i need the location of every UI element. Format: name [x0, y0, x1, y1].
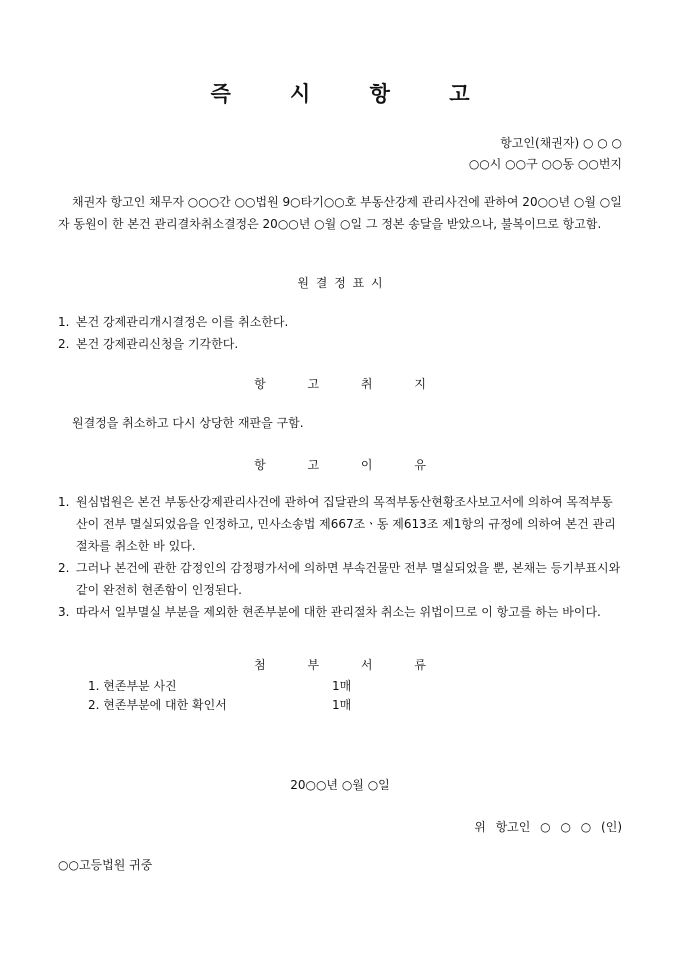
document-title: 즉 시 항 고: [210, 82, 496, 106]
attachment-item: [88, 677, 177, 694]
list-item: 3. 따라서 일부멸실 부분을 제외한 현존부분에 대한 관리절차 취소는 위법이므로 이 항고를 하는 바이다.: [58, 605, 601, 619]
list-item: 1. 원심법원은 본건 부동산강제관리사건에 관하여 집달관의 목적부동산현황조사보고서에 의하여 목적부동산이 전부 멸실되었음을 인정하고, 민사소송법 제667조ㆍ동 제613조 제1항의 규정에 의하여 본건 관리절차를 취소한 바 있다.: [58, 495, 616, 553]
list-item: 2. 그러나 본건에 관한 감정인의 감정평가서에 의하면 부속건물만 전부 멸실되었을 뿐, 본채는 등기부표시와 같이 완전히 현존함이 인정된다.: [58, 561, 621, 597]
attachment-qty: 1매: [332, 679, 352, 693]
document-date: 20○○년 ○월 ○일: [290, 778, 390, 792]
attachment-label: 2. 현존부분에 대한 확인서: [88, 698, 227, 712]
purpose-heading: 항 고 취 지: [254, 377, 426, 391]
reasons-list: [58, 491, 624, 623]
attachment-item: [88, 696, 227, 713]
list-item: 2. 본건 강제관리신청을 기각한다.: [58, 337, 239, 351]
intro-paragraph: 채권자 항고인 채무자 ○○○간 ○○법원 9○타기○○호 부동산강제 관리사건에 관하여 20○○년 ○월 ○일자 동원이 한 본건 관리결차취소결정은 20○○년 ○월 ○일 그 정본 송달을 받았으나, 불복이므로 항고함.: [58, 195, 622, 231]
attachment-label: 1. 현존부분 사진: [88, 679, 177, 693]
list-item: 1. 본건 강제관리개시결정은 이를 취소한다.: [58, 315, 289, 329]
reasons-heading: 항 고 이 유: [254, 458, 426, 472]
original-decision-heading: 원 결 정 표 시: [297, 276, 383, 290]
attachment-qty: 1매: [332, 698, 352, 712]
appellant-name: 항고인(채권자) ○ ○ ○: [500, 136, 622, 150]
purpose-text: 원결정을 취소하고 다시 상당한 재판을 구함.: [72, 416, 304, 430]
original-decision-list: [58, 311, 624, 355]
signature-line: 위 항고인 ○ ○ ○ (인): [474, 820, 622, 834]
attachments-heading: 첨 부 서 류: [254, 658, 426, 672]
court-addressee: ○○고등법원 귀중: [58, 858, 153, 872]
appellant-address: ○○시 ○○구 ○○동 ○○번지: [468, 157, 622, 171]
